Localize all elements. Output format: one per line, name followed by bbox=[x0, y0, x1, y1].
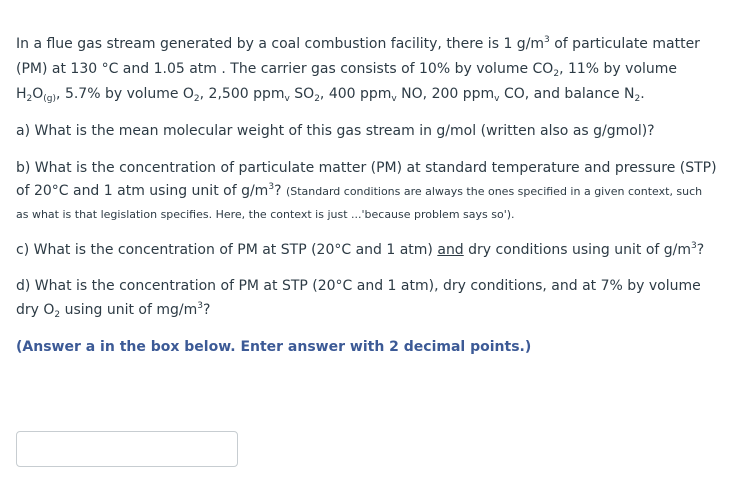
question-b-line-1: b) What is the concentration of particulate matter (PM) at standard temperature and pressure (STP) bbox=[16, 160, 717, 176]
intro-line-3: $H_2O_{(g)}$, 5.7% by volume $O_2$, 2,500 ppm$_v$ $SO_2$, 400 ppm$_v$ NO, 200 ppm$_v$ CO, and balance $N_2$. bbox=[16, 86, 645, 104]
answer-input[interactable] bbox=[16, 431, 238, 467]
intro-line-2: (PM) at 130 °C and 1.05 atm . The carrier gas consists of 10% by volume $CO_2$, 11% by volume bbox=[16, 61, 678, 79]
answer-instruction: (Answer a in the box below. Enter answer with 2 decimal points.) bbox=[16, 339, 532, 355]
question-d-line-1: d) What is the concentration of PM at STP (20°C and 1 atm), dry conditions, and at 7% by volume bbox=[16, 278, 701, 294]
question-b-note: (Standard conditions are always the ones specified in a given context, such bbox=[285, 185, 703, 198]
question-c: c) What is the concentration of PM at STP (20°C and 1 atm) and dry conditions using unit of $g/m^3$? bbox=[16, 241, 705, 258]
question-b-line-2: of 20°C and 1 atm using unit of $g/m^3$? (Standard conditions are always the ones specified in a given context, such bbox=[16, 182, 703, 199]
intro-line-1: In a flue gas stream generated by a coal combustion facility, there is 1 $g/m^3$ of particulate matter bbox=[16, 35, 700, 52]
question-a: a) What is the mean molecular weight of this gas stream in g/mol (written also as g/gmol)? bbox=[16, 123, 655, 139]
question-d-line-2: dry $O_2$ using unit of $mg/m^3$? bbox=[16, 301, 211, 320]
question-b-note-line-2: as what is that legislation specifies. Here, the context is just ...'because problem says so'). bbox=[16, 208, 515, 221]
